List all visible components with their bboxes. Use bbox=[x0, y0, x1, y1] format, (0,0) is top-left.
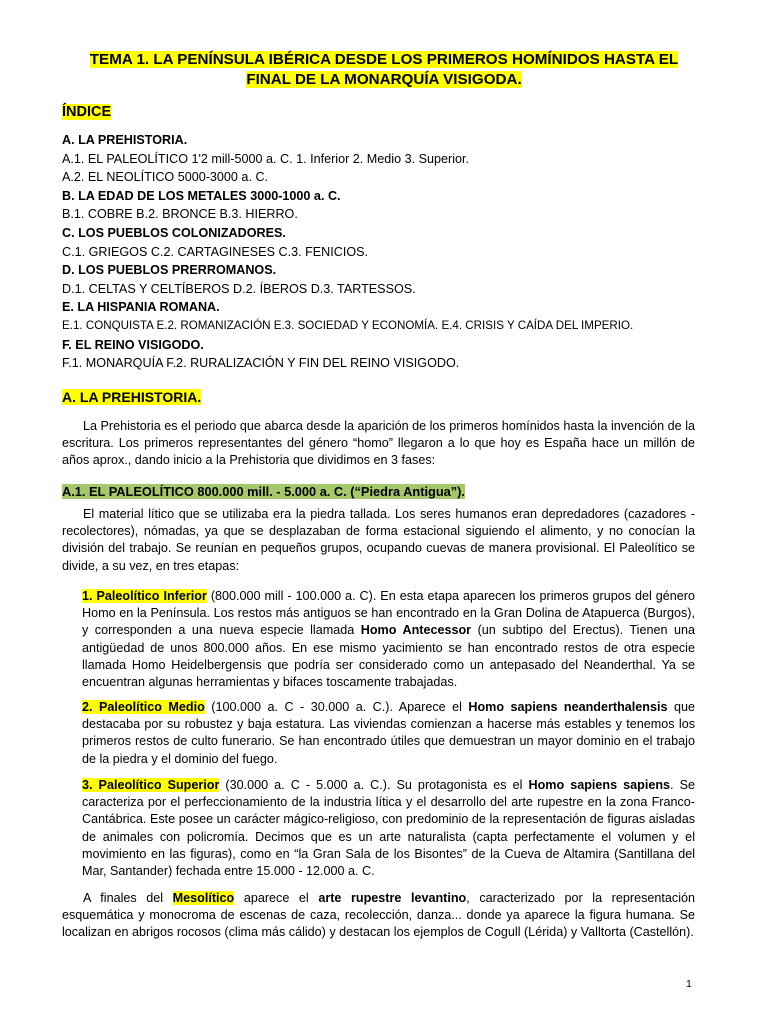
medio-label: 2. Paleolítico Medio bbox=[82, 700, 205, 714]
title-line-1: TEMA 1. LA PENÍNSULA IBÉRICA DESDE LOS PRIMEROS HOMÍNIDOS HASTA EL bbox=[89, 51, 679, 68]
prehistoria-intro-paragraph: La Prehistoria es el periodo que abarca desde la aparición de los primeros homínidos hasta la invención de la escritura. Los primeros representantes del género “homo” llegaron a lo que hoy es España hace un millón de años aprox., dando inicio a la Prehistoria que dividimos en 3 fases: bbox=[62, 419, 695, 468]
index-item: E. LA HISPANIA ROMANA. bbox=[62, 300, 220, 315]
paleolitico-superior-paragraph: 3. Paleolítico Superior (30.000 a. C - 5.000 a. C.). Su protagonista es el Homo sapiens sapiens. Se caracteriza por el perfeccionamiento de la industria lítica y el desarrollo del arte rupestre en la zona Franco-Cantábrica. Este posee un carácter mágico-religioso, con predominio de la representación de figuras aisladas de animales con policromía. Decimos que es un arte naturalista (capta perfectamente el volumen y el movimiento en las figuras), como en “la Gran Sala de los Bisontes” de la Cueva de Altamira (Santillana del Mar, Santander) fechada entre 15.000 - 12.000 a. C. bbox=[82, 778, 695, 879]
index-item: F. EL REINO VISIGODO. bbox=[62, 337, 204, 352]
index-list bbox=[62, 131, 722, 373]
index-heading: ÍNDICE bbox=[62, 104, 112, 120]
index-item: C.1. GRIEGOS C.2. CARTAGINESES C.3. FENICIOS. bbox=[62, 244, 369, 259]
index-item: B.1. COBRE B.2. BRONCE B.3. HIERRO. bbox=[62, 207, 298, 222]
title-line-2: FINAL DE LA MONARQUÍA VISIGODA. bbox=[246, 71, 522, 88]
index-item: B. LA EDAD DE LOS METALES 3000-1000 a. C. bbox=[62, 188, 341, 203]
index-item: C. LOS PUEBLOS COLONIZADORES. bbox=[62, 225, 286, 240]
section-a-heading: A. LA PREHISTORIA. bbox=[62, 389, 202, 405]
index-item: F.1. MONARQUÍA F.2. RURALIZACIÓN Y FIN DEL REINO VISIGODO. bbox=[62, 356, 460, 371]
mesolitico-paragraph: A finales del Mesolítico aparece el arte rupestre levantino, caracterizado por la representación esquemática y monocroma de escenas de caza, recolección, danza... donde ya aparece la figura humana. Se localizan en abrigos rocosos (clima más cálido) y destacan los ejemplos de Cogull (Lérida) y Valltorta (Castellón). bbox=[62, 891, 695, 940]
paleolitico-inferior-paragraph: 1. Paleolítico Inferior (800.000 mill - 100.000 a. C). En esta etapa aparecen los primeros grupos del género Homo en la Península. Los restos más antiguos se han encontrado en la Gran Dolina de Atapuerca (Burgos), y corresponden a una nueva especie llamada Homo Antecessor (un subtipo del Erectus). Tienen una antigüedad de unos 800.000 años. En ese mismo yacimiento se han encontrado restos de otra especie llamada Homo Heidelbergensis que podría ser considerado como un antepasado del Neanderthal. Ya se encuentran algunas herramientas y bifaces toscamente trabajadas. bbox=[82, 589, 695, 690]
index-item: A. LA PREHISTORIA. bbox=[62, 133, 188, 147]
index-item: A.1. EL PALEOLÍTICO 1'2 mill-5000 a. C. 1. Inferior 2. Medio 3. Superior. bbox=[62, 151, 469, 166]
mesolitico-label: Mesolítico bbox=[172, 891, 235, 905]
index-item: E.1. CONQUISTA E.2. ROMANIZACIÓN E.3. SOCIEDAD Y ECONOMÍA. E.4. CRISIS Y CAÍDA DEL IMPERIO. bbox=[62, 318, 634, 332]
paleolitico-intro-paragraph: El material lítico que se utilizaba era la piedra tallada. Los seres humanos eran depredadores (cazadores - recolectores), nómadas, ya que se desplazaban de forma estacional siguiendo el alimento, y no conocían la división del trabajo. Se reunían en pequeños grupos, ocupando cuevas de manera provisional. El Paleolítico se divide, a su vez, en tres etapas: bbox=[62, 507, 695, 573]
index-item: D.1. CELTAS Y CELTÍBEROS D.2. ÍBEROS D.3. TARTESSOS. bbox=[62, 281, 416, 296]
superior-label: 3. Paleolítico Superior bbox=[82, 778, 220, 792]
document-title bbox=[60, 50, 708, 90]
index-item: D. LOS PUEBLOS PRERROMANOS. bbox=[62, 263, 277, 278]
index-item: A.2. EL NEOLÍTICO 5000-3000 a. C. bbox=[62, 170, 269, 185]
page-number: 1 bbox=[686, 978, 692, 990]
section-a1-heading: A.1. EL PALEOLÍTICO 800.000 mill. - 5.000 a. C. (“Piedra Antigua”). bbox=[62, 484, 465, 499]
paleolitico-medio-paragraph: 2. Paleolítico Medio (100.000 a. C - 30.000 a. C.). Aparece el Homo sapiens neanderthalensis que destacaba por su robustez y baja estatura. Las viviendas comienzan a hacerse más estables y tenemos los primeros restos de culto funerario. Se han encontrado útiles que demuestran un mayor dominio en el trabajo de la piedra y el dominio del fuego. bbox=[82, 700, 696, 766]
inferior-label: 1. Paleolítico Inferior bbox=[82, 589, 207, 603]
